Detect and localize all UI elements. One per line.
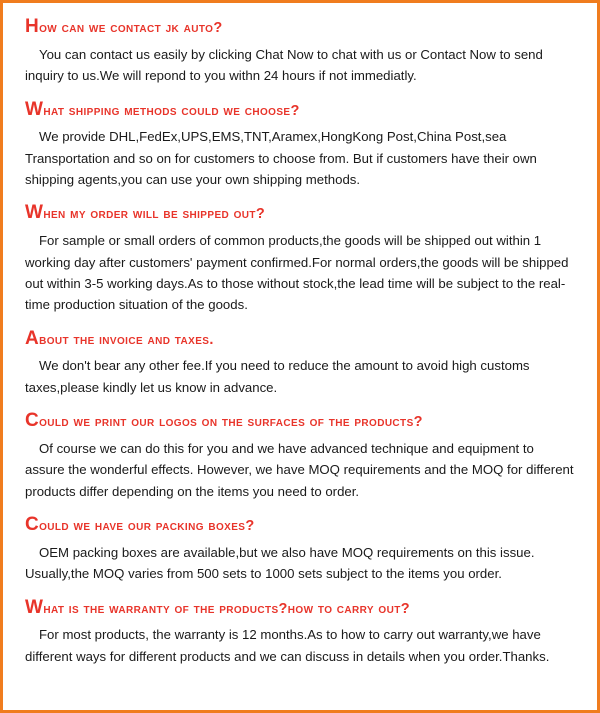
faq-question-initial: W xyxy=(25,98,44,120)
faq-item xyxy=(25,201,575,315)
faq-question xyxy=(25,15,575,39)
faq-answer: OEM packing boxes are available,but we also have MOQ requirements on this issue. Usually,the MOQ varies from 500 sets to 1000 sets subject to the items you order. xyxy=(25,544,535,582)
faq-question-initial: C xyxy=(25,410,40,432)
faq-question xyxy=(25,98,575,122)
faq-answer: We don't bear any other fee.If you need to reduce the amount to avoid high customs taxes,please kindly let us know in advance. xyxy=(25,358,530,395)
faq-question xyxy=(25,513,575,537)
faq-answer: For sample or small orders of common products,the goods will be shipped out within 1 working day after customers' payment confirmed.For normal orders,the goods will be shipped out within 3-5 working days.As to those without stock,the lead time will be subject to the real-time production situation of the goods. xyxy=(25,233,569,313)
faq-question xyxy=(25,327,575,351)
faq-question-text: hat is the warranty of the products?how to carry out? xyxy=(43,600,410,617)
faq-answer: You can contact us easily by clicking Chat Now to chat with us or Contact Now to send inquiry to us.We will repond to you withn 24 hours if not immediatly. xyxy=(25,46,543,84)
faq-item xyxy=(25,513,575,585)
faq-answer: Of course we can do this for you and we have advanced technique and equipment to assure the wonderful effects. However, we have MOQ requirements and the MOQ for different products differ depending on the items you need to order. xyxy=(25,440,574,499)
faq-question-initial: C xyxy=(25,514,40,535)
faq-item xyxy=(25,596,575,668)
faq-question-text: ould we print our logos on the surfaces of the products? xyxy=(39,414,423,431)
faq-question-text: ow can we contact jk auto? xyxy=(39,20,223,36)
faq-item xyxy=(25,409,575,502)
faq-item xyxy=(25,98,575,191)
faq-item xyxy=(25,327,575,399)
faq-question-text: bout the invoice and taxes. xyxy=(39,331,214,348)
faq-question-initial: H xyxy=(25,16,40,37)
faq-question-initial: A xyxy=(25,327,40,349)
faq-answer: We provide DHL,FedEx,UPS,EMS,TNT,Aramex,HongKong Post,China Post,sea Transportation and so on for customers to choose from. But if customers have their own shipping agents,you can use your own shipping methods. xyxy=(25,129,537,187)
faq-answer: For most products, the warranty is 12 months.As to how to carry out warranty,we have different ways for different products and we can discuss in details when you order.Thanks. xyxy=(25,627,550,664)
faq-question-initial: W xyxy=(25,596,44,618)
faq-question-initial: W xyxy=(25,202,44,224)
faq-question xyxy=(25,596,575,620)
faq-question-text: ould we have our packing boxes? xyxy=(39,518,255,534)
faq-question-text: hen my order will be shipped out? xyxy=(43,206,266,223)
faq-question-text: hat shipping methods could we choose? xyxy=(43,102,300,119)
faq-question xyxy=(25,201,575,225)
faq-item xyxy=(25,15,575,87)
faq-question xyxy=(25,409,575,433)
